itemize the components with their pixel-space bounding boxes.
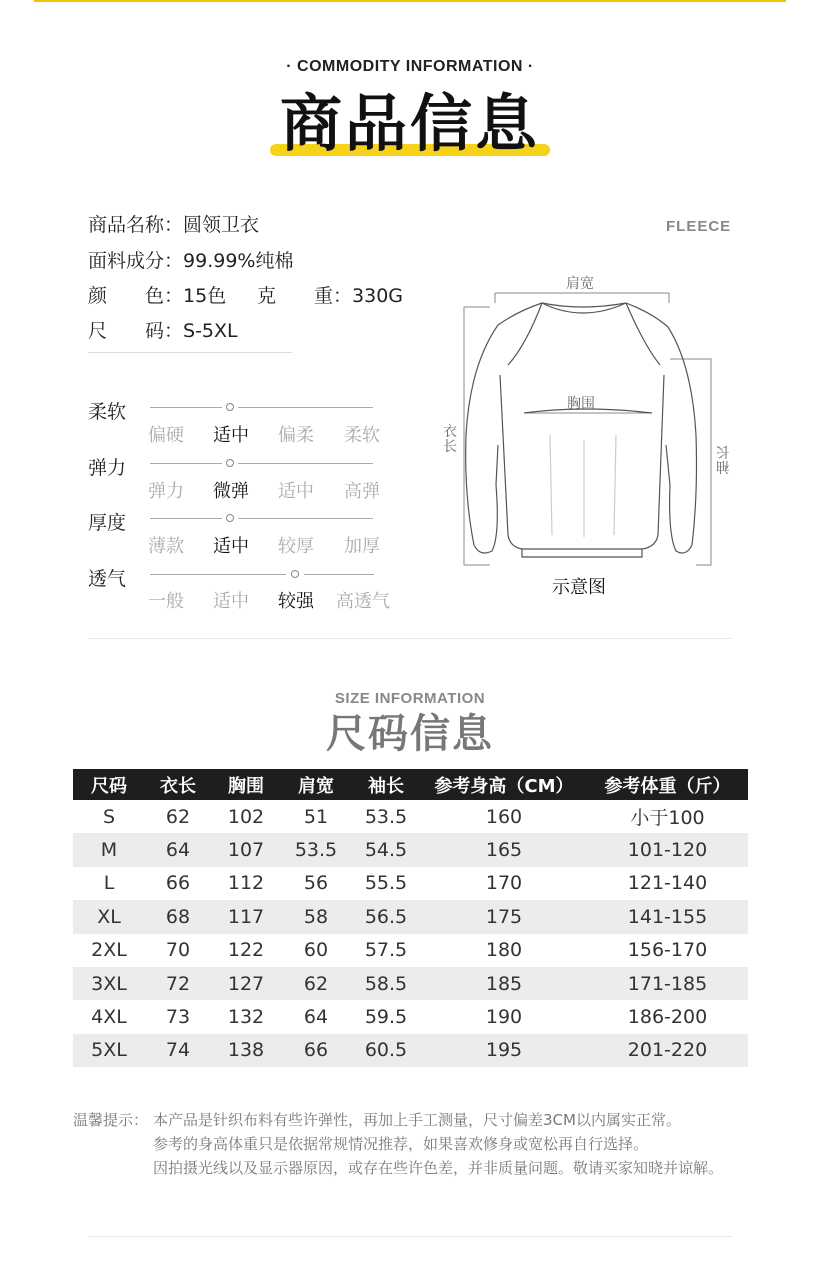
softness-option: 偏硬: [148, 425, 184, 446]
sweatshirt-outline: [466, 303, 697, 557]
cell: 53.5: [364, 805, 408, 828]
cell: 141-155: [587, 900, 748, 933]
cell: 201-220: [587, 1034, 748, 1067]
length-label: 衣长: [443, 424, 457, 455]
table-row: [73, 1034, 748, 1067]
tips-block: [73, 1108, 723, 1180]
thickness-option-selected: 适中: [213, 536, 249, 557]
cell: 57.5: [364, 939, 408, 962]
info-divider: [88, 352, 292, 353]
scale-line: [304, 574, 374, 575]
elasticity-option-selected: 微弹: [213, 481, 249, 502]
shoulder-measure-line: [495, 293, 669, 303]
info-row-fabric: [88, 246, 293, 273]
commodity-subtitle: · COMMODITY INFORMATION ·: [286, 58, 534, 75]
cell: 59.5: [364, 1006, 408, 1029]
cell: 56.5: [351, 900, 421, 933]
breathability-option: 高透气: [336, 591, 390, 612]
sleeve-label: 袖长: [716, 443, 730, 474]
attr-name-softness: 柔软: [88, 401, 127, 423]
cell: 107: [211, 833, 281, 866]
breathability-option: 一般: [148, 591, 184, 612]
cell: XL: [73, 900, 145, 933]
cell: 53.5: [281, 833, 351, 866]
cell: 小于100: [630, 807, 705, 830]
cell: 73: [165, 1006, 191, 1029]
fabric-label: 面料成分：: [88, 250, 184, 272]
scale-line: [150, 518, 222, 519]
size-subtitle: SIZE INFORMATION: [334, 690, 486, 707]
cell: 54.5: [351, 833, 421, 866]
cell: 112: [227, 872, 265, 895]
cell: 66: [165, 872, 191, 895]
cell: 117: [211, 900, 281, 933]
scale-line: [150, 463, 222, 464]
cell: M: [73, 833, 145, 866]
diagram-caption: 示意图: [552, 577, 606, 598]
cell: 195: [421, 1034, 587, 1067]
fabric-value: 99.99%纯棉: [183, 250, 294, 272]
table-row: [73, 967, 748, 1000]
cell: 68: [145, 900, 211, 933]
table-row: [73, 1000, 748, 1033]
commodity-title-wrap: [0, 88, 820, 160]
scale-marker: [291, 570, 299, 578]
tips-line-3: 因拍摄光线以及显示器原因，或存在些许色差，并非质量问题。敬请买家知晓并谅解。: [153, 1159, 724, 1177]
name-value: 圆领卫衣: [183, 214, 260, 236]
cell: 2XL: [91, 939, 127, 962]
chest-label: 胸围: [567, 396, 595, 412]
scale-line: [150, 407, 222, 408]
scale-marker: [226, 459, 234, 467]
cell: 58.5: [351, 967, 421, 1000]
commodity-title: [280, 88, 540, 160]
cell: 186-200: [627, 1006, 708, 1029]
attr-name-breathability: 透气: [88, 568, 127, 590]
table-row: [73, 867, 748, 900]
cell: 170: [485, 872, 523, 895]
cell: 64: [145, 833, 211, 866]
table-row: [73, 934, 748, 967]
cell: 171-185: [587, 967, 748, 1000]
bottom-divider: [88, 1236, 732, 1237]
sweatshirt-diagram: [430, 265, 730, 575]
cell: 101-120: [587, 833, 748, 866]
cell: 62: [281, 967, 351, 1000]
info-row-name: [88, 210, 259, 237]
size-table: [73, 769, 748, 1067]
cell: 190: [485, 1006, 523, 1029]
shoulder-label: 肩宽: [566, 276, 594, 292]
tips-text-1: 本产品是针织布料有些许弹性，再加上手工测量，尺寸偏差3CM以内属实正常。: [153, 1111, 681, 1129]
cell: 58: [281, 900, 351, 933]
cell: 56: [303, 872, 329, 895]
breathability-option: 适中: [213, 591, 249, 612]
scale-marker: [226, 403, 234, 411]
color-label: 颜 色：: [88, 285, 184, 307]
thickness-option: 加厚: [344, 536, 380, 557]
cell: 60.5: [351, 1034, 421, 1067]
cell: 102: [227, 805, 265, 828]
cell: S: [102, 805, 116, 828]
fleece-badge: FLEECE: [666, 218, 732, 235]
color-value: 15色: [183, 285, 227, 307]
size-label: 尺 码：: [88, 320, 184, 342]
cell: 165: [421, 833, 587, 866]
scale-line: [238, 407, 373, 408]
cell: 127: [211, 967, 281, 1000]
cell: 175: [421, 900, 587, 933]
elasticity-option: 适中: [278, 481, 314, 502]
tips-line-1: [73, 1108, 723, 1132]
scale-line: [150, 574, 286, 575]
size-table-header: [73, 769, 748, 800]
cell: 66: [281, 1034, 351, 1067]
header-cell: 参考体重（斤）: [587, 769, 748, 800]
cell: 121-140: [627, 872, 708, 895]
header-cell: 参考身高（CM）: [421, 769, 587, 800]
header-cell: 衣长: [145, 769, 211, 800]
cell: 4XL: [91, 1006, 127, 1029]
cell: 122: [227, 939, 265, 962]
elasticity-option: 弹力: [148, 481, 184, 502]
commodity-title-text: 商品信息: [279, 87, 540, 160]
header-cell: 胸围: [211, 769, 281, 800]
cell: 132: [227, 1006, 265, 1029]
softness-option: 柔软: [344, 425, 380, 446]
tips-lead: 温馨提示：: [73, 1111, 149, 1129]
header-cell: 尺码: [73, 769, 145, 800]
attr-name-thickness: 厚度: [88, 512, 127, 534]
elasticity-option: 高弹: [344, 481, 380, 502]
table-row: [73, 800, 748, 833]
softness-option-selected: 适中: [213, 425, 249, 446]
cell: 5XL: [73, 1034, 145, 1067]
cell: 138: [211, 1034, 281, 1067]
header-cell: 袖长: [351, 769, 421, 800]
tips-line-2: 参考的身高体重只是依据常规情况推荐，如果喜欢修身或宽松再自行选择。: [153, 1135, 649, 1153]
cell: 180: [485, 939, 523, 962]
cell: 72: [145, 967, 211, 1000]
scale-marker: [226, 514, 234, 522]
thickness-option: 较厚: [278, 536, 314, 557]
cell: L: [103, 872, 115, 895]
weight-label: 克 重：: [257, 285, 353, 307]
cell: 60: [303, 939, 329, 962]
weight-value: 330G: [352, 285, 404, 307]
cell: 185: [421, 967, 587, 1000]
size-value: S-5XL: [183, 320, 238, 342]
cell: 62: [165, 805, 191, 828]
header-cell: 肩宽: [281, 769, 351, 800]
info-row-color-weight: [88, 281, 403, 308]
section-divider: [88, 638, 732, 639]
table-row: [73, 900, 748, 933]
info-row-size: [88, 316, 238, 343]
cell: 160: [485, 805, 523, 828]
scale-line: [238, 463, 373, 464]
cell: 51: [303, 805, 329, 828]
softness-option: 偏柔: [278, 425, 314, 446]
scale-line: [238, 518, 373, 519]
breathability-option-selected: 较强: [278, 591, 314, 612]
name-label: 商品名称：: [88, 214, 184, 236]
size-title: 尺码信息: [326, 711, 494, 757]
cell: 55.5: [364, 872, 408, 895]
cell: 3XL: [73, 967, 145, 1000]
top-accent-line: [34, 0, 786, 2]
table-row: [73, 833, 748, 866]
cell: 64: [303, 1006, 329, 1029]
attr-name-elasticity: 弹力: [88, 457, 127, 479]
cell: 74: [145, 1034, 211, 1067]
cell: 70: [165, 939, 191, 962]
thickness-option: 薄款: [148, 536, 184, 557]
cell: 156-170: [627, 939, 708, 962]
